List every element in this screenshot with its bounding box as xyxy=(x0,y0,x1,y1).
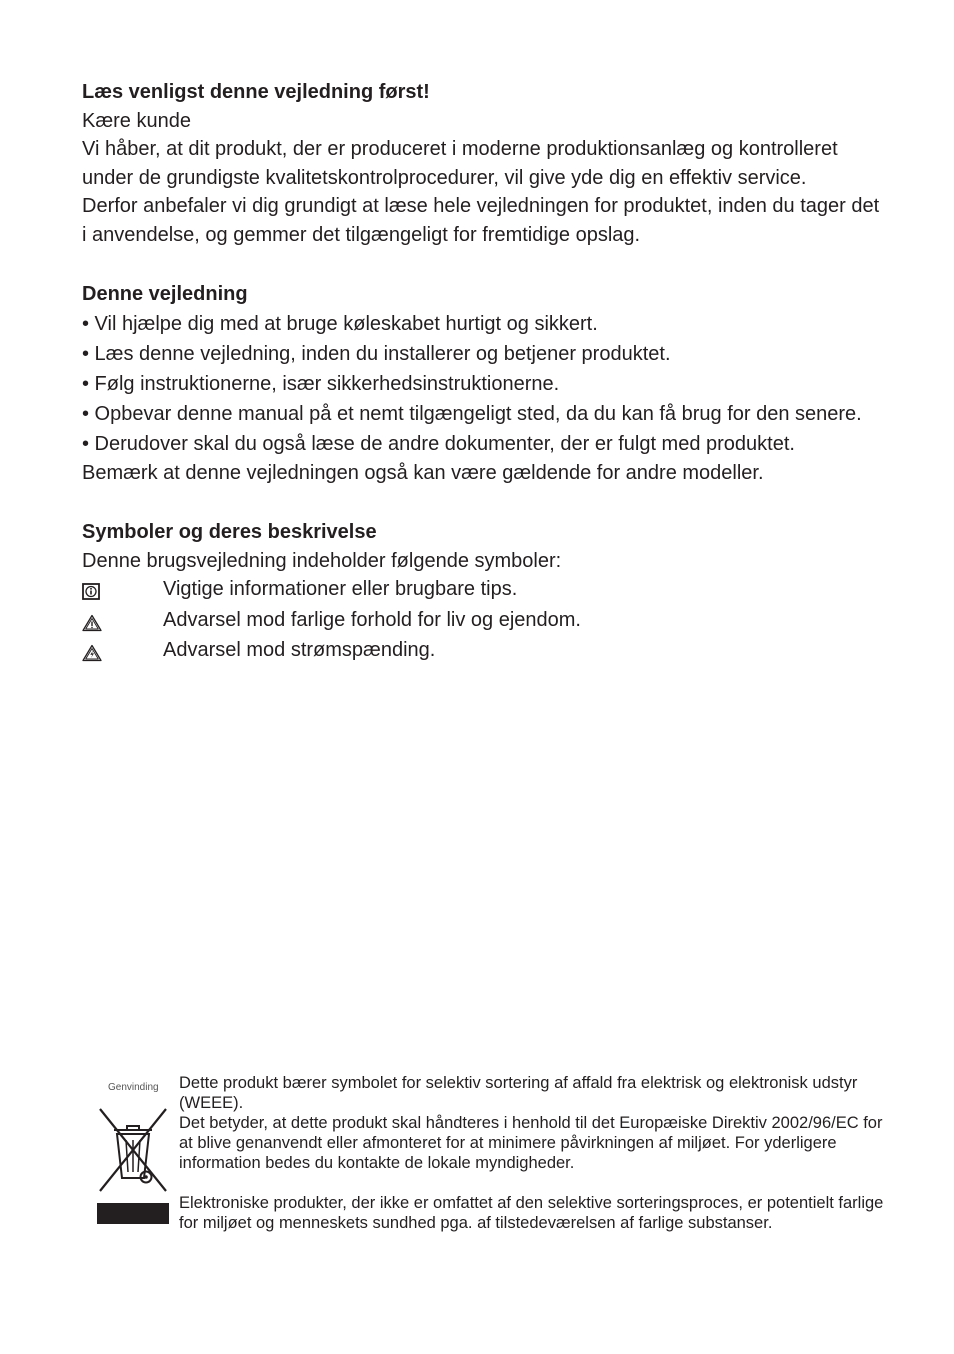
intro-paragraph-2: Derfor anbefaler vi dig grundigt at læse hele vejledningen for produktet, inden du tager det i anvendelse, og gemmer det tilgængeligt for fremtidige opslag. xyxy=(82,195,880,246)
weee-label: Genvinding xyxy=(108,1082,159,1093)
intro-heading: Læs venligst denne vejledning først! xyxy=(82,81,430,103)
weee-text xyxy=(179,1073,884,1233)
manual-page xyxy=(82,78,882,667)
symbol-row-warning xyxy=(82,606,882,637)
guide-bullet: • Læs denne vejledning, inden du installerer og betjener produktet. xyxy=(82,343,671,365)
guide-bullet: • Følg instruktionerne, især sikkerhedsinstruktionerne. xyxy=(82,373,560,395)
intro-greeting: Kære kunde xyxy=(82,109,191,132)
guide-section xyxy=(82,280,882,487)
symbols-intro: Denne brugsvejledning indeholder følgende symboler: xyxy=(82,549,562,572)
symbol-row-electric-warning xyxy=(82,636,882,667)
symbols-section xyxy=(82,518,882,667)
guide-bullet: • Opbevar denne manual på et nemt tilgængeligt sted, da du kan få brug for den senere. xyxy=(82,403,862,425)
guide-bullet: • Vil hjælpe dig med at bruge køleskabet hurtigt og sikkert. xyxy=(82,313,598,335)
guide-heading: Denne vejledning xyxy=(82,283,248,305)
symbol-row-info xyxy=(82,575,882,606)
weee-black-bar xyxy=(97,1203,169,1224)
warning-icon xyxy=(82,612,102,630)
crossed-out-bin-icon xyxy=(97,1106,169,1194)
symbols-heading: Symboler og deres beskrivelse xyxy=(82,521,377,543)
symbol-text: Advarsel mod strømspænding. xyxy=(163,639,436,661)
intro-section xyxy=(82,78,882,249)
weee-paragraph-3: Elektroniske produkter, der ikke er omfattet af den selektive sorteringsproces, er potentielt farlige for miljøet og menneskets sundhed pga. af tilstedeværelsen af farlige substanser. xyxy=(179,1194,884,1232)
guide-bullet: • Derudover skal du også læse de andre dokumenter, der er fulgt med produktet. xyxy=(82,433,795,455)
info-icon xyxy=(82,581,102,599)
symbol-text: Vigtige informationer eller brugbare tips. xyxy=(163,578,518,600)
symbol-text: Advarsel mod farlige forhold for liv og ejendom. xyxy=(163,608,581,631)
weee-section xyxy=(94,1073,884,1233)
intro-paragraph-1: Vi håber, at dit produkt, der er produceret i moderne produktionsanlæg og kontrolleret under de grundigste kvalitetskontrolprocedurer, vil give yde dig en effektiv service. xyxy=(82,138,838,189)
weee-paragraph-1: Dette produkt bærer symbolet for selektiv sortering af affald fra elektrisk og elektronisk udstyr (WEEE). xyxy=(179,1074,858,1112)
guide-note: Bemærk at denne vejledningen også kan være gældende for andre modeller. xyxy=(82,461,764,484)
electric-warning-icon xyxy=(82,642,102,660)
weee-paragraph-2: Det betyder, at dette produkt skal håndteres i henhold til det Europæiske Direktiv 2002/96/EC for at blive genanvendt eller afmonteret for at minimere påvirkningen af miljøet. For yderligere information bedes du kontakte de lokale myndigheder. xyxy=(179,1114,883,1172)
